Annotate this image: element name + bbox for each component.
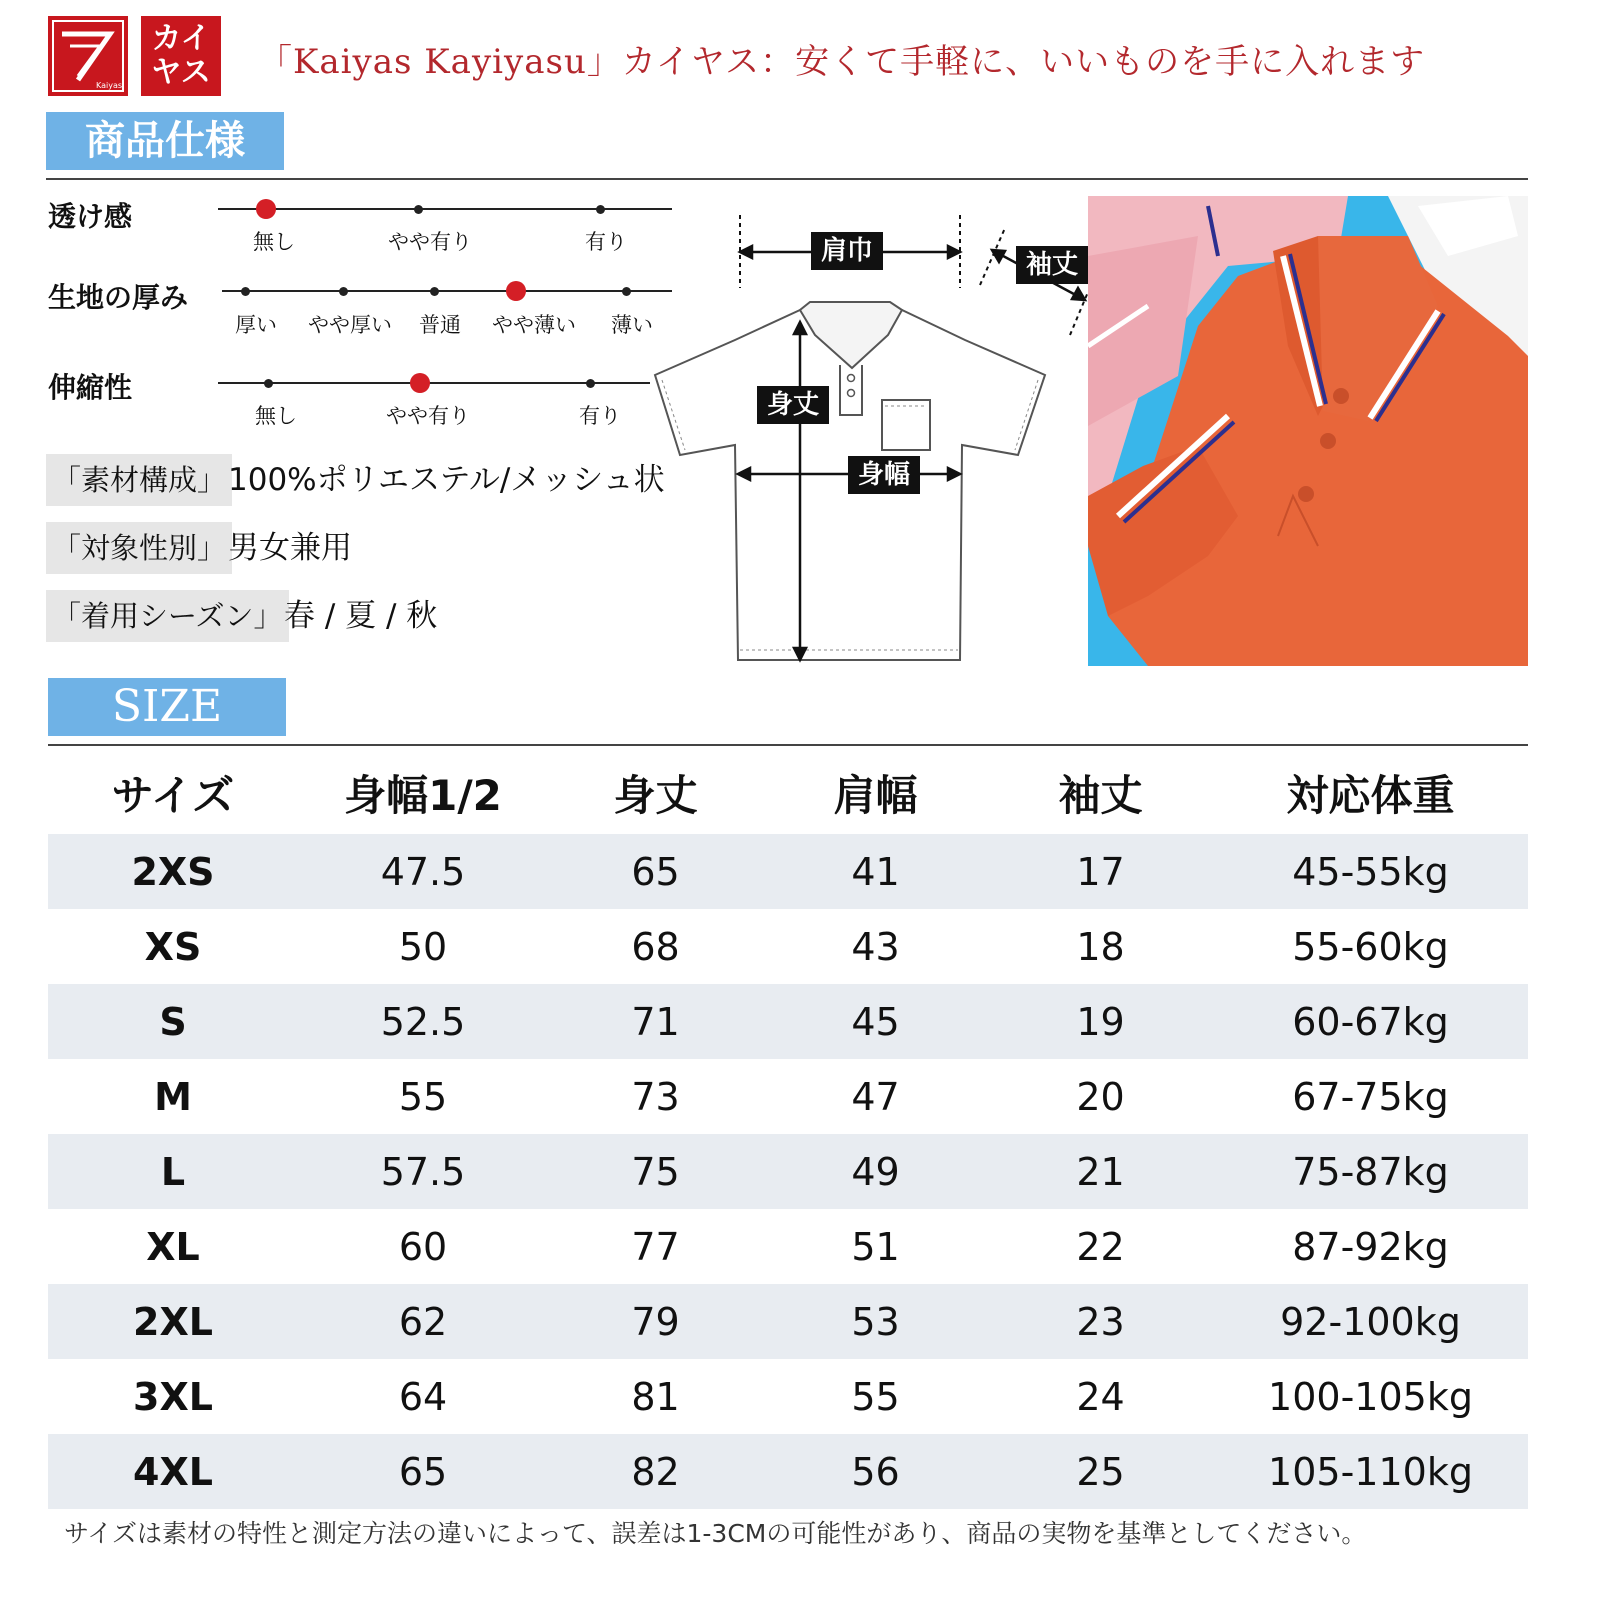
stretch-option-marker bbox=[264, 379, 273, 388]
thickness-option-marker bbox=[430, 287, 439, 296]
size-cell: 3XL bbox=[133, 1374, 213, 1419]
brand-logo bbox=[48, 16, 128, 96]
table-cell: 25 bbox=[988, 1434, 1213, 1509]
table-cell: 67-75kg bbox=[1292, 1074, 1449, 1119]
table-cell: 21 bbox=[988, 1134, 1213, 1209]
transparency-option-label: 有り bbox=[585, 230, 627, 254]
thickness-option-marker bbox=[339, 287, 348, 296]
size-cell: 4XL bbox=[48, 1434, 298, 1509]
stretch-option-marker bbox=[586, 379, 595, 388]
thickness-option-label: 薄い bbox=[611, 313, 653, 337]
table-header-row bbox=[48, 752, 1528, 834]
gender-key: 「対象性別」 bbox=[46, 522, 232, 574]
size-cell: XS bbox=[144, 924, 202, 969]
thickness-selected-marker bbox=[506, 281, 526, 301]
brand-tagline: 「Kaiyas Kayiyasu」カイヤス：安くて手軽に、いいものを手に入れます bbox=[258, 42, 1426, 82]
table-cell: 75-87kg bbox=[1213, 1134, 1528, 1209]
table-cell: 105-110kg bbox=[1213, 1434, 1528, 1509]
material-key: 「素材構成」 bbox=[46, 454, 232, 506]
transparency-selected-marker bbox=[256, 199, 276, 219]
size-cell: L bbox=[48, 1134, 298, 1209]
table-cell: 68 bbox=[631, 924, 680, 969]
season-key: 「着用シーズン」 bbox=[46, 590, 289, 642]
table-cell: 23 bbox=[988, 1284, 1213, 1359]
table-cell: 20 bbox=[1076, 1074, 1125, 1119]
stretch-selected-marker bbox=[410, 373, 430, 393]
size-section-title: SIZE bbox=[48, 678, 286, 736]
spec-divider bbox=[46, 178, 1528, 180]
size-cell: S bbox=[48, 984, 298, 1059]
table-cell: 18 bbox=[1076, 924, 1125, 969]
size-divider bbox=[48, 744, 1528, 746]
table-row bbox=[48, 1059, 1528, 1134]
stretch-option-label: 有り bbox=[579, 404, 621, 428]
table-cell: 22 bbox=[1076, 1224, 1125, 1269]
thickness-option-marker bbox=[241, 287, 250, 296]
size-chart-table bbox=[48, 752, 1528, 1509]
table-cell: 82 bbox=[548, 1434, 763, 1509]
brand-kana-logo: カイ ヤス bbox=[141, 16, 221, 96]
thickness-option-label: やや薄い bbox=[492, 313, 576, 337]
table-cell: 53 bbox=[763, 1284, 988, 1359]
shoulder-width-tag: 肩巾 bbox=[811, 232, 883, 270]
table-cell: 19 bbox=[988, 984, 1213, 1059]
table-cell: 50 bbox=[398, 924, 448, 969]
table-row bbox=[48, 909, 1528, 984]
table-cell: 65 bbox=[298, 1434, 548, 1509]
column-header: 身幅1/2 bbox=[344, 771, 502, 820]
table-cell: 100-105kg bbox=[1268, 1374, 1473, 1419]
table-row bbox=[48, 1284, 1528, 1359]
table-cell: 17 bbox=[988, 834, 1213, 909]
material-value: 100%ポリエステル/メッシュ状 bbox=[228, 462, 665, 498]
table-row bbox=[48, 1434, 1528, 1509]
table-cell: 65 bbox=[548, 834, 763, 909]
table-cell: 49 bbox=[763, 1134, 988, 1209]
body-length-tag: 身丈 bbox=[757, 386, 829, 424]
table-cell: 52.5 bbox=[298, 984, 548, 1059]
table-cell: 51 bbox=[851, 1224, 900, 1269]
transparency-option-marker bbox=[596, 205, 605, 214]
table-cell: 55 bbox=[398, 1074, 448, 1119]
svg-text:Kaiyas: Kaiyas bbox=[96, 81, 123, 90]
table-cell: 43 bbox=[851, 924, 900, 969]
size-cell: XL bbox=[146, 1224, 200, 1269]
thickness-scale-line bbox=[222, 290, 672, 292]
gender-value: 男女兼用 bbox=[228, 530, 352, 566]
column-header: 袖丈 bbox=[1058, 771, 1143, 820]
table-cell: 79 bbox=[548, 1284, 763, 1359]
season-value: 春 / 夏 / 秋 bbox=[284, 598, 438, 634]
table-row bbox=[48, 1134, 1528, 1209]
product-photo bbox=[1088, 196, 1528, 666]
stretch-label: 伸縮性 bbox=[48, 371, 133, 404]
column-header: 対応体重 bbox=[1286, 771, 1455, 820]
size-cell: 2XS bbox=[48, 834, 298, 909]
table-row bbox=[48, 984, 1528, 1059]
table-row bbox=[48, 1359, 1528, 1434]
table-cell: 92-100kg bbox=[1213, 1284, 1528, 1359]
sleeve-length-tag: 袖丈 bbox=[1016, 246, 1088, 284]
transparency-label: 透け感 bbox=[48, 200, 133, 233]
table-cell: 77 bbox=[631, 1224, 680, 1269]
transparency-option-label: やや有り bbox=[388, 230, 472, 254]
table-cell: 75 bbox=[548, 1134, 763, 1209]
thickness-option-label: やや厚い bbox=[308, 313, 392, 337]
table-cell: 41 bbox=[763, 834, 988, 909]
table-cell: 55-60kg bbox=[1292, 924, 1449, 969]
table-cell: 45-55kg bbox=[1213, 834, 1528, 909]
stretch-option-label: やや有り bbox=[386, 404, 470, 428]
table-cell: 45 bbox=[763, 984, 988, 1059]
stretch-option-label: 無し bbox=[255, 404, 297, 428]
transparency-option-marker bbox=[414, 205, 423, 214]
spec-section-title: 商品仕様 bbox=[46, 112, 284, 170]
thickness-label: 生地の厚み bbox=[48, 281, 189, 314]
table-cell: 60-67kg bbox=[1213, 984, 1528, 1059]
thickness-option-label: 普通 bbox=[419, 313, 461, 337]
column-header: 肩幅 bbox=[833, 771, 918, 820]
thickness-option-label: 厚い bbox=[235, 313, 277, 337]
table-cell: 71 bbox=[548, 984, 763, 1059]
thickness-option-marker bbox=[622, 287, 631, 296]
table-row bbox=[48, 1209, 1528, 1284]
table-cell: 55 bbox=[851, 1374, 900, 1419]
table-row bbox=[48, 834, 1528, 909]
size-cell: M bbox=[154, 1074, 192, 1119]
table-cell: 57.5 bbox=[298, 1134, 548, 1209]
size-disclaimer: サイズは素材の特性と測定方法の違いによって、誤差は1-3CMの可能性があり、商品の実物を基準としてください。 bbox=[64, 1519, 1367, 1548]
table-cell: 64 bbox=[398, 1374, 448, 1419]
table-cell: 24 bbox=[1076, 1374, 1125, 1419]
table-cell: 81 bbox=[631, 1374, 680, 1419]
table-cell: 60 bbox=[398, 1224, 448, 1269]
column-header: サイズ bbox=[111, 771, 235, 820]
table-cell: 73 bbox=[631, 1074, 680, 1119]
table-cell: 56 bbox=[763, 1434, 988, 1509]
body-width-tag: 身幅 bbox=[848, 456, 920, 494]
column-header: 身丈 bbox=[613, 771, 698, 820]
brand-logo-mark-icon bbox=[48, 16, 128, 96]
transparency-option-label: 無し bbox=[253, 230, 295, 254]
table-cell: 87-92kg bbox=[1292, 1224, 1449, 1269]
table-cell: 62 bbox=[298, 1284, 548, 1359]
table-cell: 47 bbox=[851, 1074, 900, 1119]
size-cell: 2XL bbox=[48, 1284, 298, 1359]
table-cell: 47.5 bbox=[298, 834, 548, 909]
